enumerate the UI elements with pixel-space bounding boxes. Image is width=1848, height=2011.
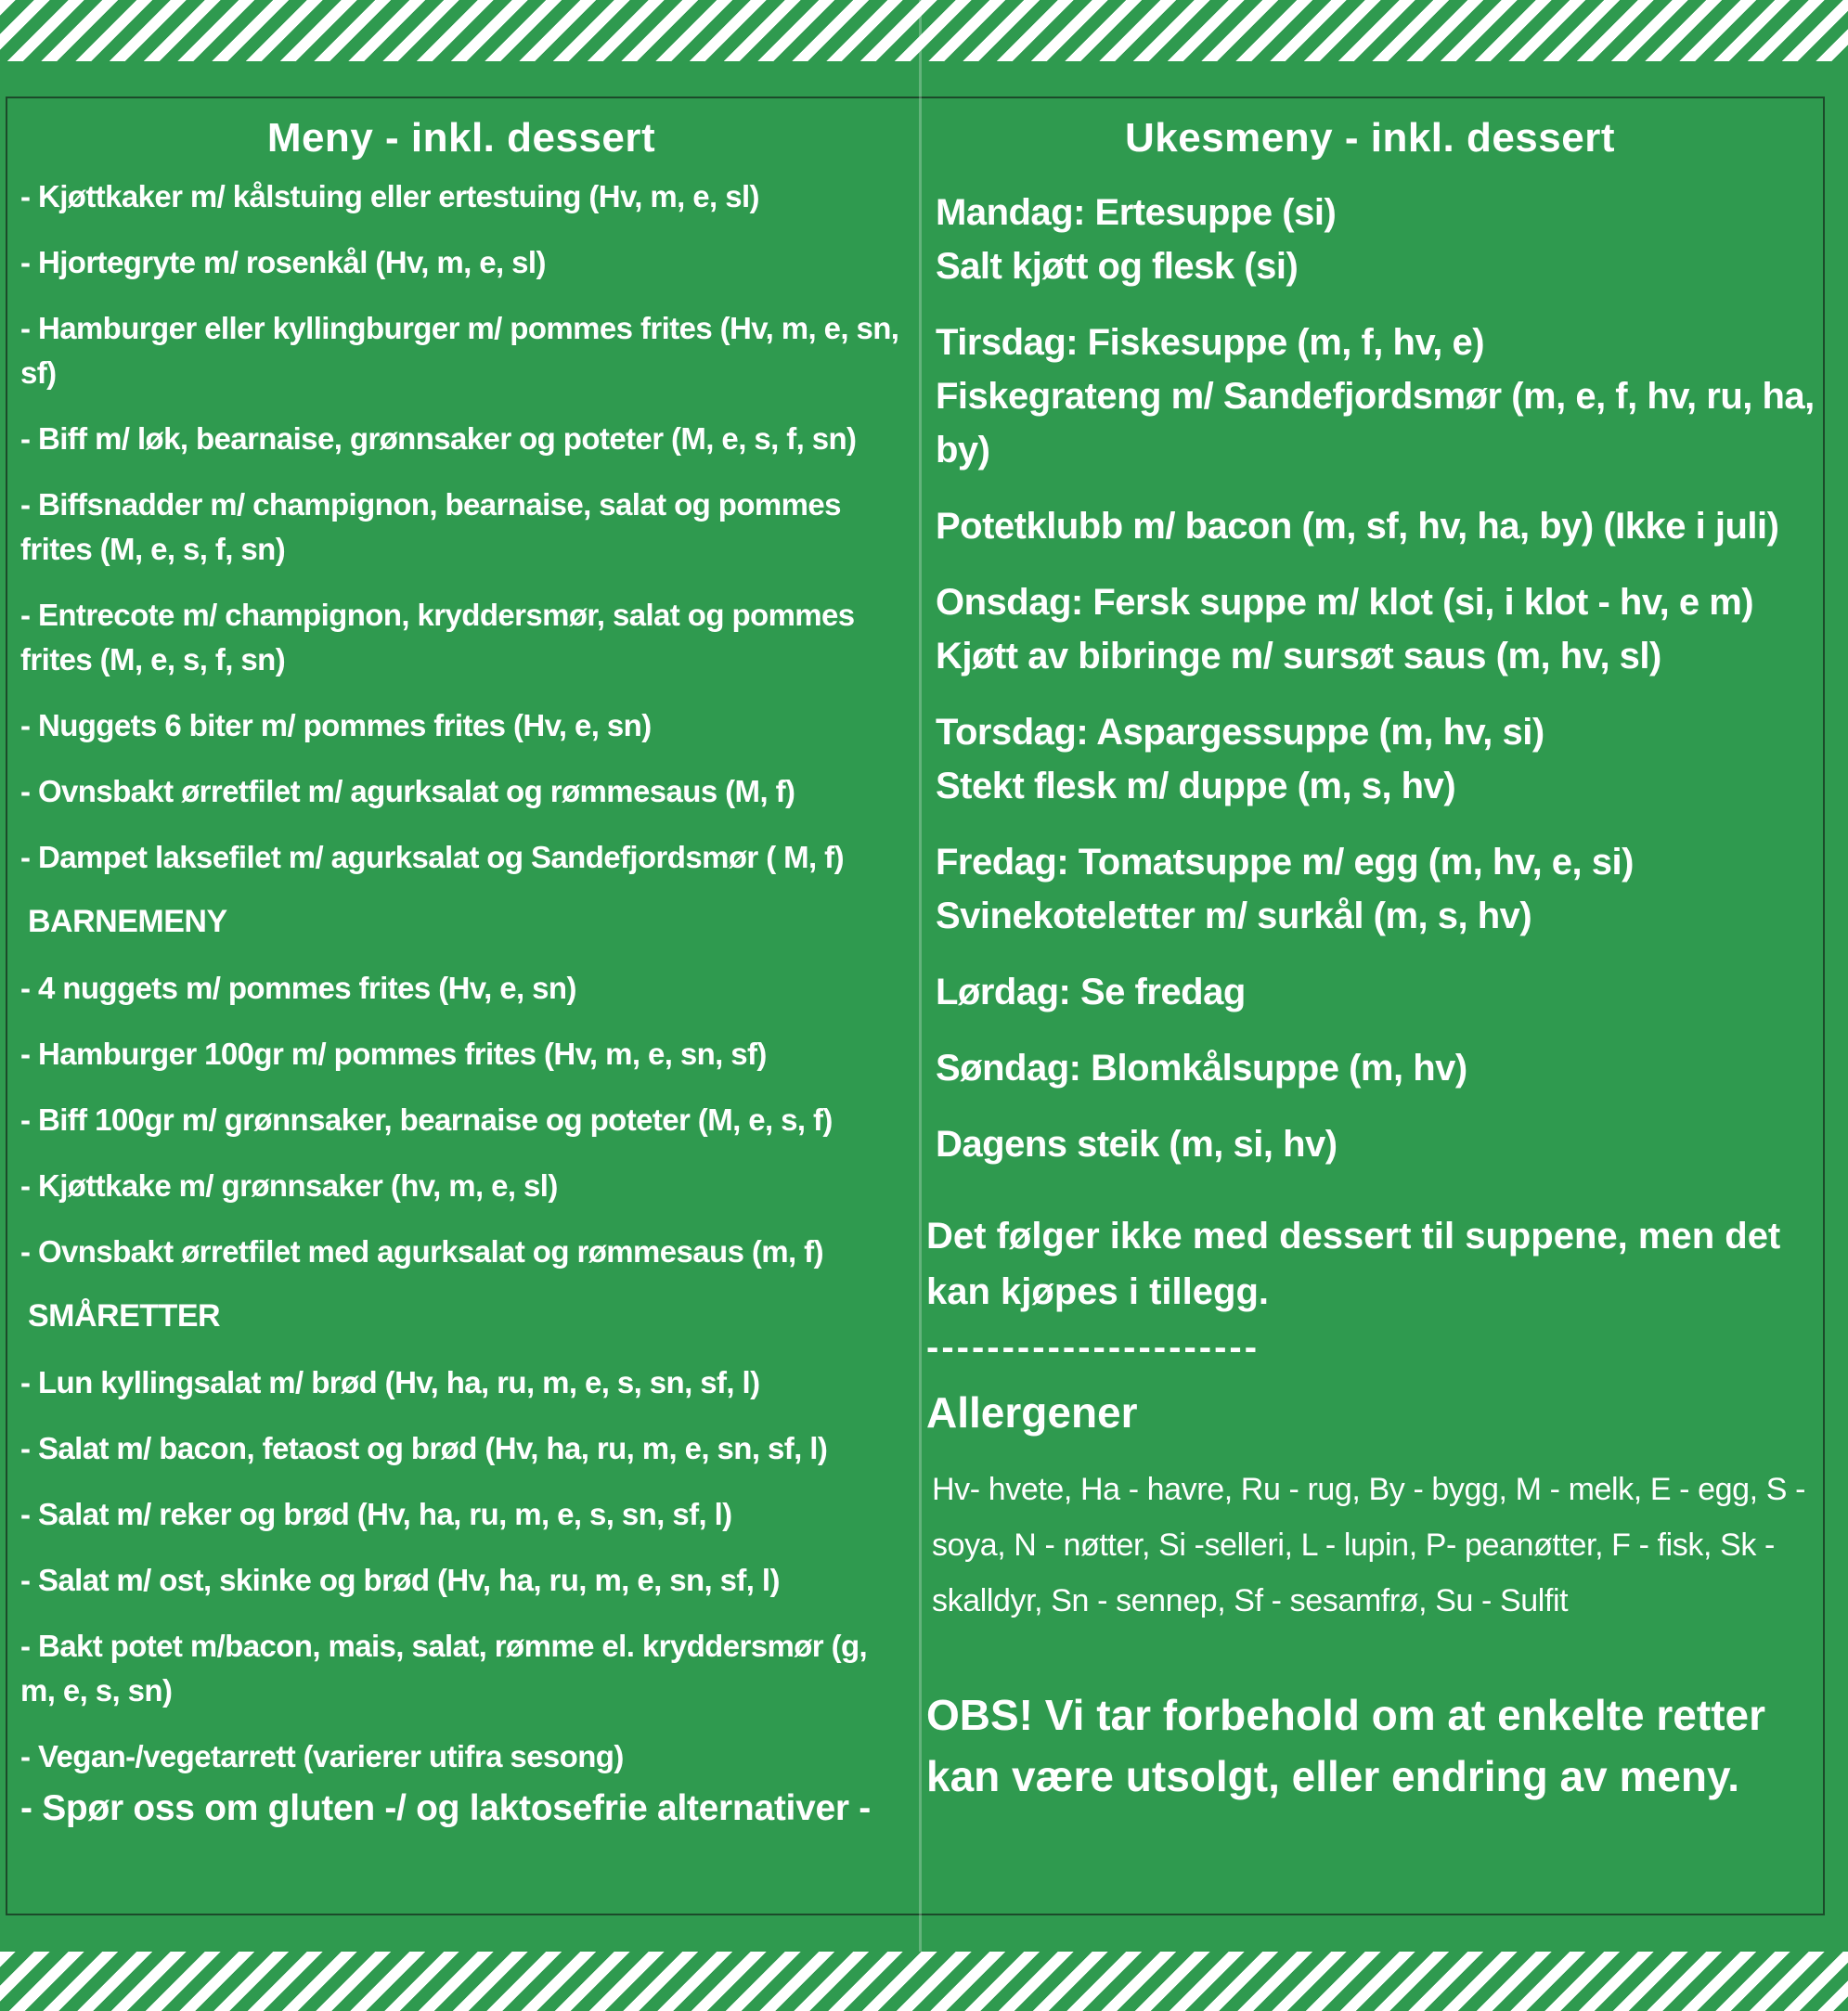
day-block-thursday xyxy=(924,705,1816,813)
day-block-tuesday-extra xyxy=(924,499,1816,553)
day-line: Fredag: Tomatsuppe m/ egg (m, hv, e, si) xyxy=(936,842,1634,883)
allergen-legend: Hv- hvete, Ha - havre, Ru - rug, By - bygg, M - melk, E - egg, S -soya, N - nøtter, Si -selleri, L - lupin, P- peanøtter, F - fisk, Sk - skalldyr, Sn - sennep, Sf - sesamfrø, Su - Sulfit xyxy=(932,1472,1806,1618)
kids-menu-item: - 4 nuggets m/ pommes frites (Hv, e, sn) xyxy=(20,971,576,1005)
menu-item: - Entrecote m/ champignon, kryddersmør, salat og pommes frites (M, e, s, f, sn) xyxy=(20,598,855,677)
day-line: Onsdag: Fersk suppe m/ klot (si, i klot - hv, e m) xyxy=(936,582,1754,623)
menu-item: - Hjortegryte m/ rosenkål (Hv, m, e, sl) xyxy=(20,245,546,279)
day-line: Potetklubb m/ bacon (m, sf, hv, ha, by) (Ikke i juli) xyxy=(936,506,1779,547)
small-dish-item: - Salat m/ ost, skinke og brød (Hv, ha, ru, m, e, sn, sf, l) xyxy=(20,1563,780,1597)
day-block-daily-roast xyxy=(924,1117,1816,1171)
day-block-wednesday xyxy=(924,575,1816,683)
main-menu-list xyxy=(20,174,902,880)
bottom-stripe-border xyxy=(0,1952,1848,2011)
day-block-saturday xyxy=(924,965,1816,1019)
menu-heading: Meny - inkl. dessert xyxy=(266,115,656,161)
small-dishes-list xyxy=(20,1360,902,1779)
menu-item: - Biff m/ løk, bearnaise, grønnsaker og poteter (M, e, s, f, sn) xyxy=(20,421,857,456)
menu-item: - Hamburger eller kyllingburger m/ pommes frites (Hv, m, e, sn, sf) xyxy=(20,311,899,390)
menu-item: - Kjøttkaker m/ kålstuing eller ertestuing (Hv, m, e, sl) xyxy=(20,179,759,213)
day-line: Svinekoteletter m/ surkål (m, s, hv) xyxy=(936,896,1532,936)
menu-item: - Nuggets 6 biter m/ pommes frites (Hv, e, sn) xyxy=(20,708,652,742)
gluten-lactose-note: - Spør oss om gluten -/ og laktosefrie alternativer - xyxy=(20,1788,871,1828)
day-line: Lørdag: Se fredag xyxy=(936,972,1246,1012)
day-line: Stekt flesk m/ duppe (m, s, hv) xyxy=(936,766,1456,806)
weekly-menu-heading: Ukesmeny - inkl. dessert xyxy=(1124,115,1615,161)
day-line: Dagens steik (m, si, hv) xyxy=(936,1124,1338,1165)
day-line: Salt kjøtt og flesk (si) xyxy=(936,246,1299,287)
dessert-note: Det følger ikke med dessert til suppene, men det kan kjøpes i tillegg. xyxy=(926,1216,1781,1312)
right-column xyxy=(924,97,1816,1807)
kids-menu-item: - Ovnsbakt ørretfilet med agurksalat og rømmesaus (m, f) xyxy=(20,1234,823,1269)
menu-item: - Dampet laksefilet m/ agurksalat og Sandefjordsmør ( M, f) xyxy=(20,840,844,874)
day-block-friday xyxy=(924,835,1816,943)
fold-line xyxy=(919,0,922,2011)
small-dishes-label: SMÅRETTER xyxy=(28,1298,221,1334)
obs-notice: OBS! Vi tar forbehold om at enkelte retter kan være utsolgt, eller endring av meny. xyxy=(926,1691,1766,1800)
day-block-sunday xyxy=(924,1041,1816,1095)
day-line: Tirsdag: Fiskesuppe (m, f, hv, e) xyxy=(936,322,1485,363)
allergen-title: Allergener xyxy=(926,1388,1138,1437)
kids-menu-item: - Hamburger 100gr m/ pommes frites (Hv, m, e, sn, sf) xyxy=(20,1037,767,1071)
day-line: Mandag: Ertesuppe (si) xyxy=(936,192,1337,233)
top-stripe-border xyxy=(0,0,1848,61)
divider-dashes: ---------------------- xyxy=(926,1327,1260,1368)
day-line: Fiskegrateng m/ Sandefjordsmør (m, e, f, hv, ru, ha, by) xyxy=(936,376,1815,471)
small-dish-item: - Vegan-/vegetarrett (varierer utifra sesong) xyxy=(20,1739,624,1773)
kids-menu-label: BARNEMENY xyxy=(28,904,227,939)
kids-menu-list xyxy=(20,966,902,1274)
small-dish-item: - Salat m/ reker og brød (Hv, ha, ru, m, e, s, sn, sf, l) xyxy=(20,1497,732,1531)
small-dish-item: - Bakt potet m/bacon, mais, salat, rømme el. kryddersmør (g, m, e, s, sn) xyxy=(20,1629,868,1708)
small-dish-item: - Salat m/ bacon, fetaost og brød (Hv, ha, ru, m, e, sn, sf, l) xyxy=(20,1431,828,1465)
day-line: Søndag: Blomkålsuppe (m, hv) xyxy=(936,1048,1467,1089)
left-column xyxy=(20,97,902,1829)
small-dish-item: - Lun kyllingsalat m/ brød (Hv, ha, ru, m, e, s, sn, sf, l) xyxy=(20,1365,760,1399)
kids-menu-item: - Biff 100gr m/ grønnsaker, bearnaise og poteter (M, e, s, f) xyxy=(20,1102,833,1137)
day-line: Torsdag: Aspargessuppe (m, hv, si) xyxy=(936,712,1544,753)
kids-menu-item: - Kjøttkake m/ grønnsaker (hv, m, e, sl) xyxy=(20,1168,558,1203)
day-line: Kjøtt av bibringe m/ sursøt saus (m, hv, sl) xyxy=(936,636,1661,677)
menu-item: - Biffsnadder m/ champignon, bearnaise, salat og pommes frites (M, e, s, f, sn) xyxy=(20,487,841,566)
day-block-monday xyxy=(924,186,1816,293)
menu-item: - Ovnsbakt ørretfilet m/ agurksalat og rømmesaus (M, f) xyxy=(20,774,795,808)
day-block-tuesday xyxy=(924,316,1816,477)
